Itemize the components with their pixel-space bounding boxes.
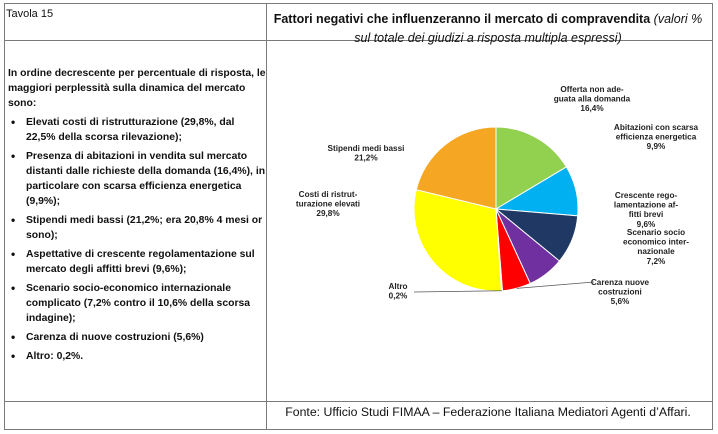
slice-label: Scenario socio economico inter-nazionale 7,2% — [623, 228, 689, 266]
title-subtitle: (valori % sul totale dei giudizi a risposta multipla espressi) — [354, 12, 703, 45]
title-bold: Fattori negativi che influenzeranno il mercato di compravendita — [273, 12, 651, 26]
source-note: Fonte: Ufficio Studi FIMAA – Federazione Italiana Mediatori Agenti d’Affari. — [285, 405, 691, 419]
slice-label: Altro 0,2% — [388, 282, 408, 301]
bullet-item: • Carenza di nuove costruzioni (5,6%) — [8, 330, 266, 345]
pie-slices — [414, 127, 578, 291]
table-number: Tavola 15 — [6, 8, 54, 20]
bullet-item: • Elevati costi di ristrutturazione (29,8%, dal 22,5% della scorsa rilevazione); — [8, 115, 266, 145]
bullet-item: • Altro: 0,2%. — [8, 349, 266, 364]
pie-chart — [264, 60, 708, 396]
intro-paragraph: In ordine decrescente per percentuale di risposta, le maggiori perplessità sulla dinamica del mercato sono: — [8, 68, 266, 109]
slice-label: Costi di ristrut-turazione elevati 29,8% — [295, 190, 361, 219]
footer-divider — [5, 401, 712, 402]
leader-line — [414, 291, 502, 292]
slice-label: Abitazioni con scarsa efficienza energetica 9,9% — [613, 123, 699, 152]
slice-label: Stipendi medi bassi 21,2% — [327, 144, 405, 163]
bullet-item: • Presenza di abitazioni in vendita sul mercato distanti dalle richieste della domanda (16,4%), in particolare con scarsa efficienza energetica (9,9%); — [8, 149, 266, 209]
bullet-list — [8, 115, 266, 364]
bullet-item: • Stipendi medi bassi (21,2%; era 20,8% 4 mesi or sono); — [8, 213, 266, 243]
chart-title — [270, 10, 706, 48]
bullet-item: • Scenario socio-economico internazionale complicato (7,2% contro il 10,6% della scorsa indagine); — [8, 281, 266, 326]
slice-label: Offerta non ade-guata alla domanda 16,4% — [553, 85, 631, 114]
bullet-item: • Aspettative di crescente regolamentazione sul mercato degli affitti brevi (9,6%); — [8, 247, 266, 277]
slice-label: Crescente rego-lamentazione af-fitti brevi 9,6% — [613, 191, 679, 229]
slice-label: Carenza nuove costruzioni 5,6% — [590, 278, 650, 307]
summary-text — [8, 66, 266, 364]
